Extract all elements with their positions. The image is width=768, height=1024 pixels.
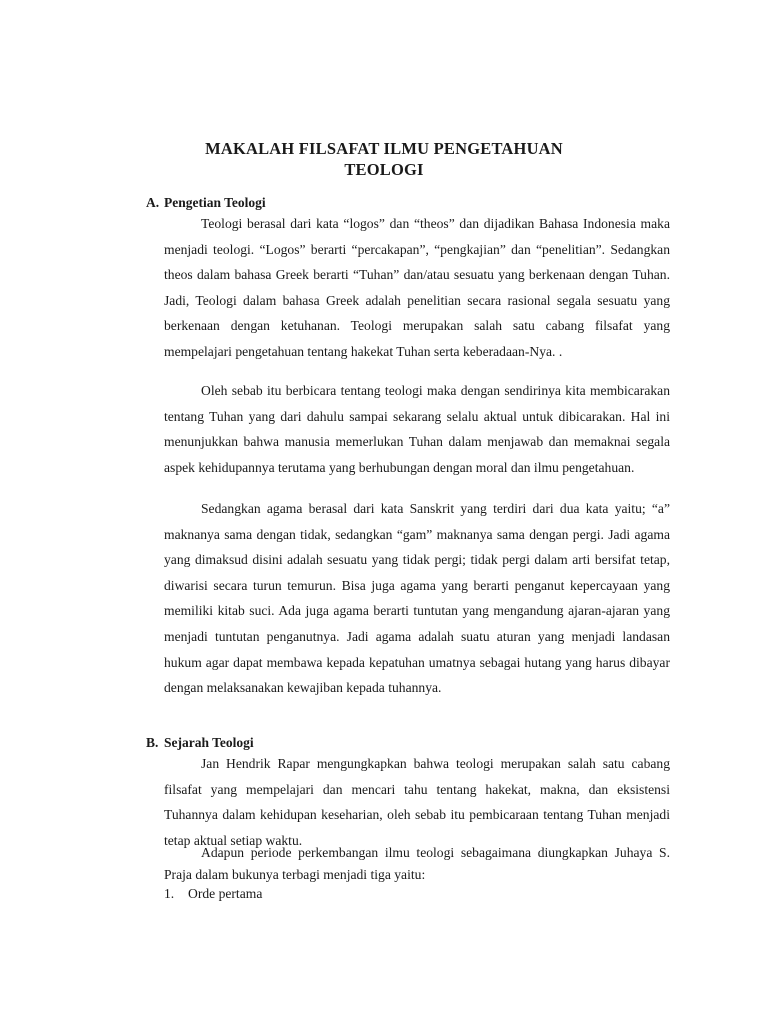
section-b-marker: B.: [146, 735, 159, 750]
list-item-number: 1.: [164, 886, 175, 901]
paragraph-text: Jan Hendrik Rapar mengungkapkan bahwa teologi merupakan salah satu cabang filsafat yang mempelajari dan mencari tahu tentang hakekat, makna, dan eksistensi Tuhannya dalam kehidupan keseharian, oleh sebab itu pembicaraan tentang Tuhan menjadi tetap aktual setiap waktu.: [164, 756, 670, 848]
list-item-text: Orde pertama: [188, 886, 263, 901]
document-title-line-2: TEOLOGI: [344, 160, 424, 179]
paragraph-text: Teologi berasal dari kata “logos” dan “theos” dan dijadikan Bahasa Indonesia maka menjadi teologi. “Logos” berarti “percakapan”, “pengkajian” dan “penelitian”. Sedangkan theos dalam bahasa Greek berarti “Tuhan” dan/atau sesuatu yang berkenaan dengan Tuhan. Jadi, Teologi dalam bahasa Greek adalah penelitian secara rasional segala sesuatu yang berkenaan dengan ketuhanan. Teologi merupakan salah satu cabang filsafat yang mempelajari pengetahuan tentang hakekat Tuhan serta keberadaan-Nya. .: [164, 216, 670, 359]
section-b-paragraph-1: [164, 751, 670, 853]
list-item: [164, 886, 262, 902]
paragraph-text: Adapun periode perkembangan ilmu teologi sebagaimana diungkapkan Juhaya S. Praja dalam bukunya terbagi menjadi tiga yaitu:: [164, 845, 670, 882]
section-a-paragraph-1: [164, 211, 670, 365]
section-a-paragraph-3: [164, 496, 670, 701]
document-title-line-1: MAKALAH FILSAFAT ILMU PENGETAHUAN: [205, 139, 563, 158]
section-b-heading: [146, 735, 254, 751]
paragraph-text: Sedangkan agama berasal dari kata Sanskrit yang terdiri dari dua kata yaitu; “a” maknanya sama dengan tidak, sedangkan “gam” maknanya sama dengan pergi. Jadi agama yang dimaksud disini adalah sesuatu yang tidak pergi; tidak pergi dalam arti bersifat tetap, diwarisi secara turun temurun. Bisa juga agama yang berarti penganut kepercayaan yang memiliki kitab suci. Ada juga agama berarti tuntutan yang mengandung ajaran-ajaran yang menjadi tuntutan penganutnya. Jadi agama adalah suatu aturan yang menjadi landasan hukum agar dapat membawa kepada kepatuhan umatnya sebagai hutang yang harus dibayar dengan melaksanakan kewajiban kepada tuhannya.: [164, 501, 670, 696]
paragraph-text: Oleh sebab itu berbicara tentang teologi maka dengan sendirinya kita membicarakan tentang Tuhan yang dari dahulu sampai sekarang selalu aktual untuk dibicarakan. Hal ini menunjukkan bahwa manusia memerlukan Tuhan dalam menjawab dan memaknai segala aspek kehidupannya terutama yang berhubungan dengan moral dan ilmu pengetahuan.: [164, 383, 670, 475]
section-a-title: Pengetian Teologi: [164, 195, 266, 210]
section-b-paragraph-2: [164, 842, 670, 886]
section-a-heading: [146, 195, 266, 211]
section-a-paragraph-2: [164, 378, 670, 480]
section-a-marker: A.: [146, 195, 160, 210]
section-b-title: Sejarah Teologi: [164, 735, 254, 750]
